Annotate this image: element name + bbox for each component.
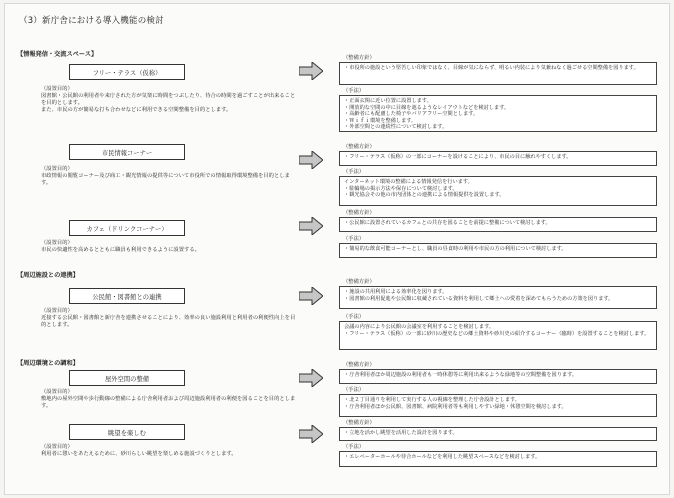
function-box: 市民情報コーナー [69,144,185,160]
method-label: （手法） [343,88,365,94]
policy-label: （整備方針） [343,144,375,150]
section-title: 【周辺環境との調和】 [17,360,79,367]
policy-label: （整備方針） [343,210,375,216]
purpose-text: 図書館・公民館の利用者や来庁された方が気楽に時間をつぶしたり、待合の時間を過ごすことが出来ることを目的とします。 また、市民の方が簡易な打ち合わせなどに利用できる空間整備を目的とします。 [41,93,296,114]
page-title: （3）新庁舎における導入機能の検討 [19,16,164,26]
purpose-text: 近接する公民館・図書館と新庁舎を連携させることにより、効率の良い施設利用と利用者の利便性向上を目的とします。 [41,315,296,329]
purpose-text: 利用者に憩いをあたえるために、砂川らしい眺望を楽しめる施設づくりとします。 [41,451,237,457]
section-title: 【情報発信・交流スペース】 [17,51,98,58]
method-label: （手法） [343,314,365,320]
purpose-label: （設置目的） [41,166,73,172]
purpose-text: 市民の快適性を高めるとともに職員も利用できるように設置する。 [41,247,200,253]
method-box: ・エレベーターホールや待合ホールなどを利用した眺望スペースなどを検討します。 [339,451,657,467]
function-box: フリー・テラス（仮称） [69,64,185,80]
method-box: インターネット環境の整備による情報発信を行います。 ・駐輪場の掲示方法や保存について検討します。 ・観光協会その他の市内団体との連携による情報提供を設置します。 [339,176,657,206]
policy-label: （整備方針） [343,55,375,61]
purpose-label: （設置目的） [41,444,73,450]
arrow-icon [299,217,323,235]
purpose-text: 敷地内の屋外空間や歩行動線の整備による庁舎利用者および周辺施設利用者の利便を図ることを目的とします。 [41,396,296,410]
policy-box: ・施設の共用利用による効率化を図ります。 ・図書館の利用促進や公民館に収蔵されている資料を利用して郷土への愛着を深めてもらうための方策を図ります。 [339,286,657,309]
method-label: （手法） [343,169,365,175]
policy-label: （整備方針） [343,279,375,285]
function-box: 眺望を楽しむ [69,424,185,440]
function-box: 公民館・図書館との連携 [69,288,185,304]
function-box: 屋外空間の整備 [69,370,185,386]
method-box: ・北２丁目通りを利用して実行する人の視線を整理した庁舎設計とします。 ・庁舎利用者ほか公民館、図書館、病院利用者等も利用しやすい緑地・休憩空間を検討します。 [339,394,657,417]
arrow-icon [299,425,323,443]
policy-label: （整備方針） [343,420,375,426]
function-box: カフェ（ドリンクコーナー） [69,220,185,236]
method-box: ・正面玄関に近い位置に設置します。 ・開放的な空間の中に目線を遮るようなレイアウトなどを検討します。 ・高齢者にも配慮した椅子やバリアフリー空間とします。 ・Ｗｉｆｉ環境を整備します。 ・外部空間との連続性について検討します。 [339,95,657,132]
method-box: 会議の内容により公民館の会議室を利用することを検討します。 ・フリー・テラス（仮称）の一部に砂川の歴史などの郷土資料や砂川史の紹介するコーナー（臨時）を設置することを検討します。 [339,321,657,350]
policy-box: ・立地を活かし眺望を活用した設計を図ります。 [339,427,657,441]
purpose-label: （設置目的） [41,240,73,246]
purpose-label: （設置目的） [41,389,73,395]
purpose-label: （設置目的） [41,308,73,314]
method-label: （手法） [343,236,365,242]
section-title: 【周辺施設との連携】 [17,272,79,279]
arrow-icon [299,151,323,169]
purpose-text: 市政情報の閲覧コーナー及び商工・観光情報の提供等について市役所での情報取得環境整備を目的とします。 [41,173,290,187]
document-page [4,3,670,495]
arrow-icon [299,287,323,305]
policy-label: （整備方針） [343,362,375,368]
policy-box: ・フリー・テラス（仮称）の一部にコーナーを設けることにより、市民の目に触れやすくします。 [339,151,657,166]
method-box: ・簡易的な飲食可能コーナーとし、職員の昼食時の利用や市民の方の利用について検討します。 [339,243,657,258]
method-label: （手法） [343,387,365,393]
policy-box: ・庁舎利用者ほか周辺施設の利用者も一時休憩等に利用出来るような緑地等の空間整備を図ります。 [339,369,657,384]
purpose-label: （設置目的） [41,86,73,92]
method-label: （手法） [343,444,365,450]
arrow-icon [299,62,323,80]
policy-box: ・公民館に設置されているカフェとの共存を図ることを前提に整備について検討します。 [339,217,657,232]
arrow-icon [299,369,323,387]
policy-box: ・市役所の施設という堅苦しい印象ではなく、目線が気にならず、明るい内装により気兼ねなく過ごせる空間整備を図ります。 [339,62,657,85]
